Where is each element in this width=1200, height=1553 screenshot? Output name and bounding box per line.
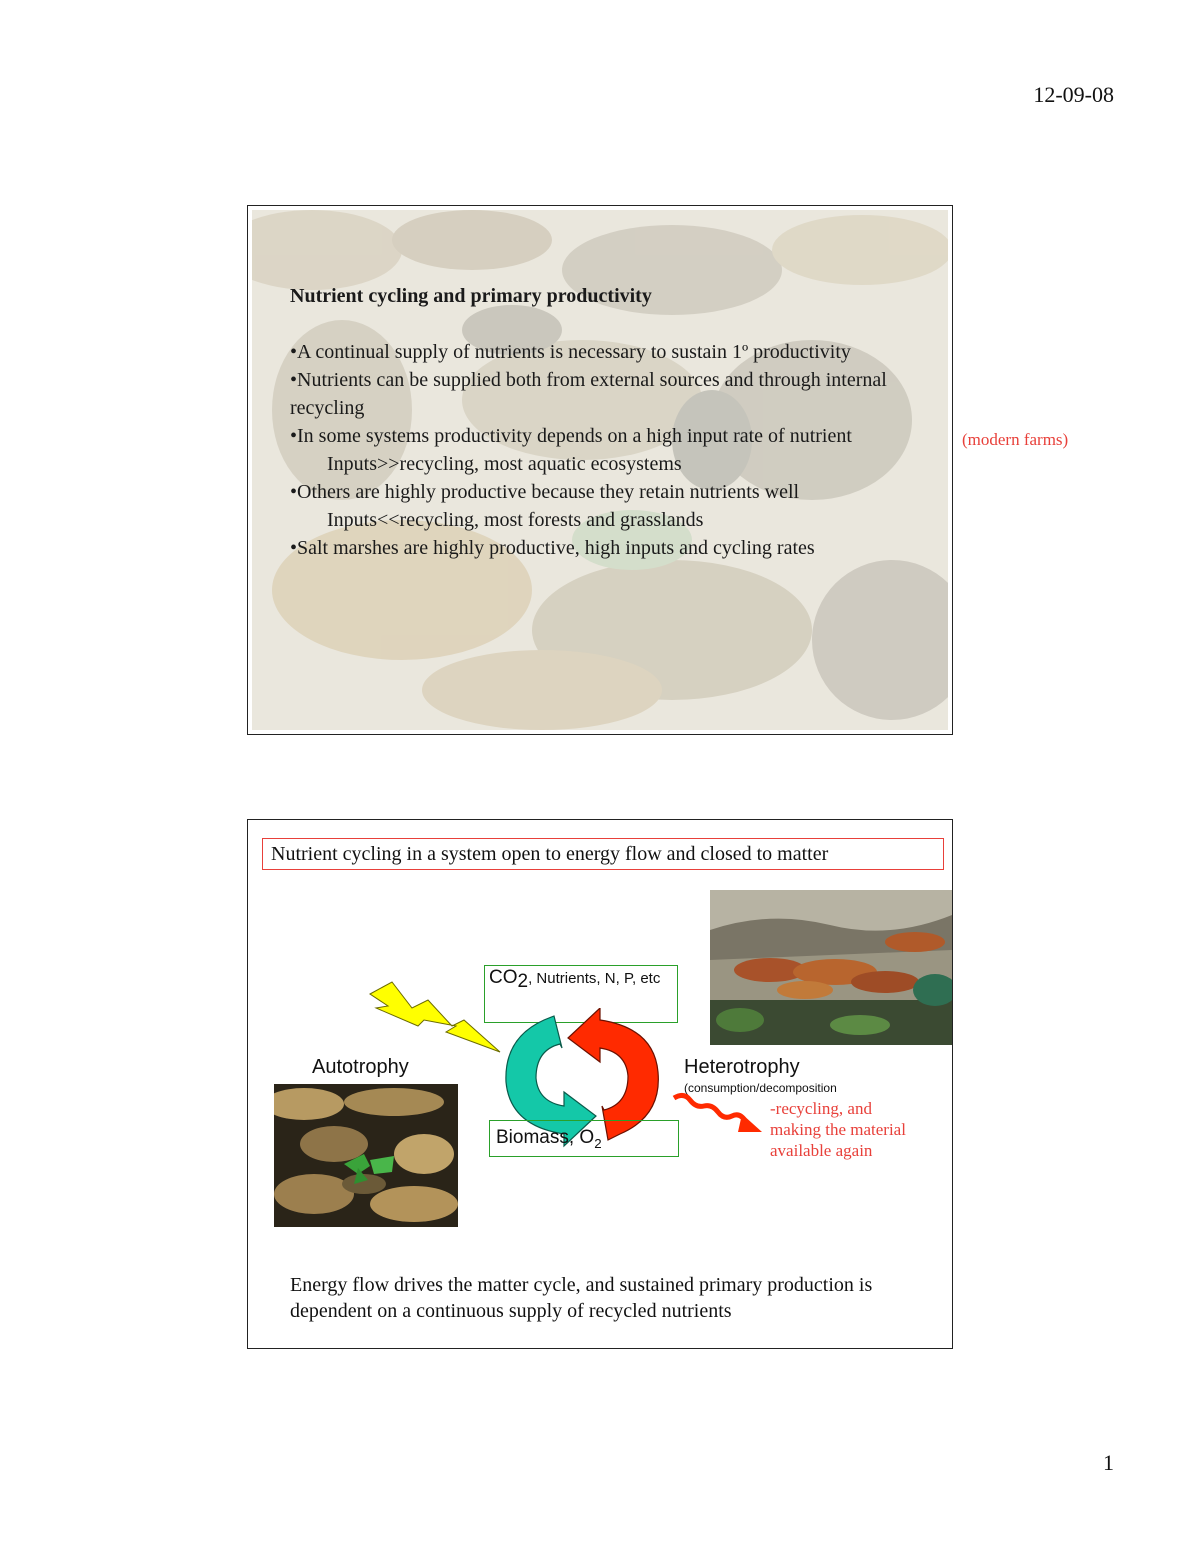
bullet-retain-nutrients: •Others are highly productive because they retain nutrients well [290,481,800,503]
handwritten-note-modern-farms: (modern farms) [962,430,1069,449]
recycling-note-line1: -recycling, and [770,1099,872,1118]
recycling-note-line2: making the material [770,1120,906,1139]
energy-flow-summary: Energy flow drives the matter cycle, and sustained primary production is dependent on a continuous supply of recycled nutrients [290,1274,873,1322]
slide1-title: Nutrient cycling and primary productivity [290,285,652,307]
consumption-decomposition-label: (consumption/decomposition [684,1081,837,1095]
co2-label: CO [489,967,518,988]
autotrophy-label: Autotrophy [312,1056,409,1078]
biomass-label: Biomass, O [496,1127,595,1148]
slide1-text-block [290,282,950,562]
bullet-nutrient-sources: •Nutrients can be supplied both from external sources and through internal recycling [290,369,887,419]
slide-nutrient-cycling-productivity [247,205,953,735]
recycling-note-line3: available again [770,1141,873,1160]
o2-subscript: 2 [594,1135,602,1151]
bullet-high-input: •In some systems productivity depends on a high input rate of nutrient [290,425,852,447]
page-date: 12-09-08 [1033,82,1114,107]
fungus-on-log-photo [710,890,952,1045]
slide2-title: Nutrient cycling in a system open to energy flow and closed to matter [262,838,944,870]
page-number: 1 [1103,1450,1114,1475]
recycling-note [770,1098,906,1161]
bullet-salt-marshes: •Salt marshes are highly productive, high inputs and cycling rates [290,537,815,559]
heterotrophy-label: Heterotrophy [684,1056,800,1078]
co2-subscript: 2 [517,971,529,993]
bullet-continual-supply: •A continual supply of nutrients is necessary to sustain 1º productivity [290,341,851,363]
nutrients-label: , Nutrients, N, P, etc [528,970,661,987]
sub-bullet-forests: Inputs<<recycling, most forests and grasslands [327,509,704,531]
biomass-o2-box [489,1120,679,1157]
seedling-leaf-litter-photo [274,1084,458,1227]
squiggle-arrow-icon [672,1088,768,1144]
slide-nutrient-cycle-diagram [247,819,953,1349]
sub-bullet-aquatic: Inputs>>recycling, most aquatic ecosystems [327,453,682,475]
